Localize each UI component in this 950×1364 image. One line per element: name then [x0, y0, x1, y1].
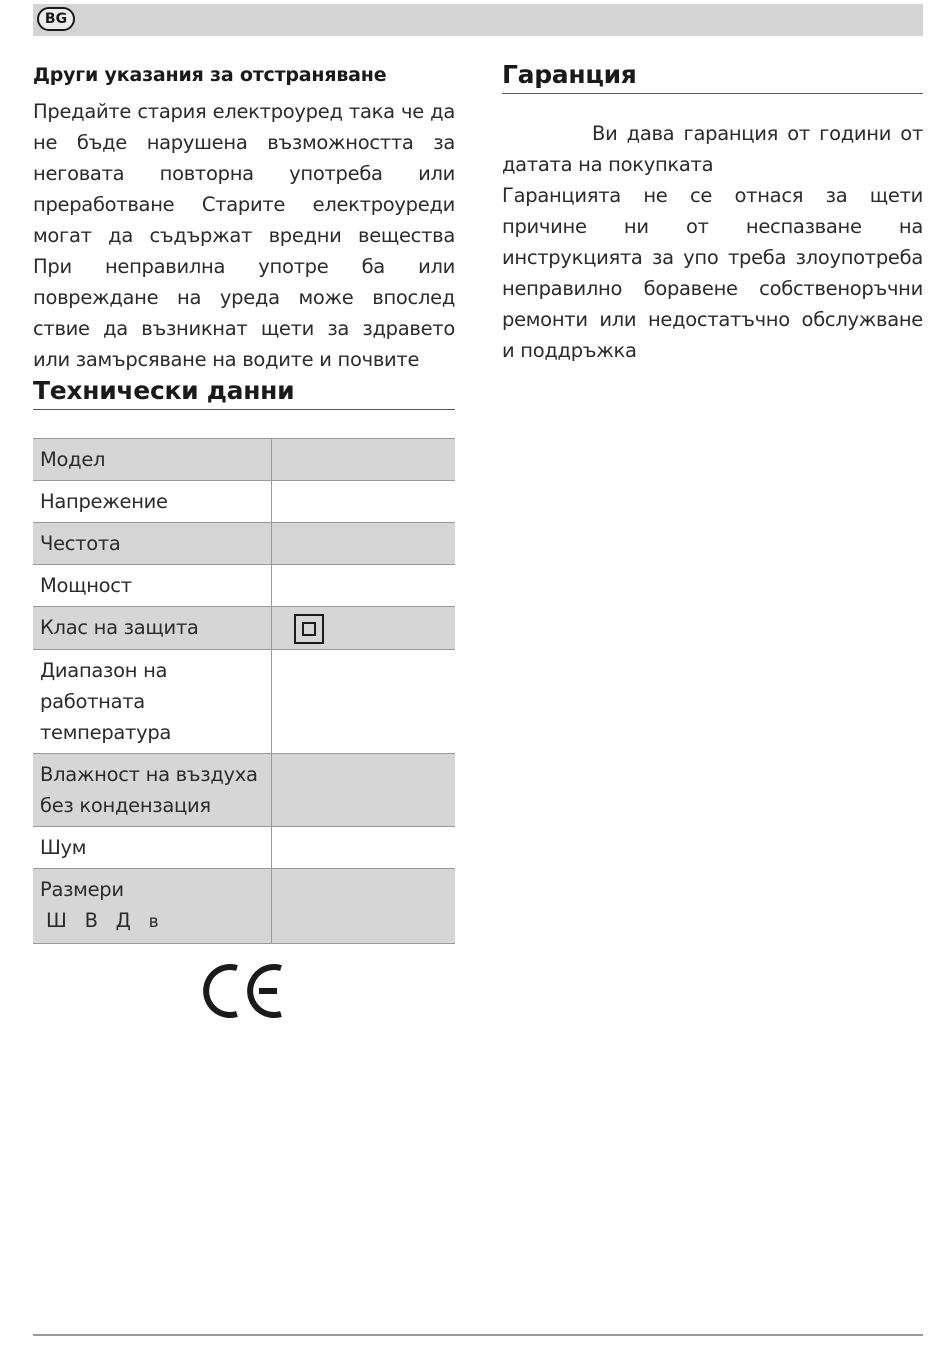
disposal-title: Други указания за отстраняване	[33, 64, 387, 86]
row-label: Мощност	[33, 565, 272, 607]
row-value	[272, 565, 456, 607]
row-label: Шум	[33, 826, 272, 868]
row-value	[272, 649, 456, 753]
table-row	[33, 439, 455, 481]
table-row	[33, 753, 455, 826]
double-insulation-icon	[294, 614, 324, 644]
row-label: Напрежение	[33, 481, 272, 523]
row-label: Влажност на въздуха без кондензация	[33, 753, 272, 826]
disposal-section	[33, 60, 455, 375]
warranty-title: Гаранция	[502, 60, 923, 94]
row-label: Диапазон на работната температура	[33, 649, 272, 753]
tech-data-title: Технически данни	[33, 376, 455, 410]
row-value	[272, 826, 456, 868]
row-label: Клас на защита	[33, 607, 272, 650]
dim-unit: в	[148, 911, 159, 932]
dim-width: Ш	[46, 908, 67, 932]
header-bar	[33, 4, 923, 36]
table-row	[33, 649, 455, 753]
dim-height: В	[84, 908, 98, 932]
dim-depth: Д	[115, 908, 131, 932]
row-label: Честота	[33, 523, 272, 565]
table-row	[33, 607, 455, 650]
table-row	[33, 868, 455, 943]
row-label	[33, 868, 272, 943]
row-value	[272, 868, 456, 943]
dimensions-label: Размери	[40, 877, 124, 901]
row-value	[272, 481, 456, 523]
disposal-text: Предайте стария електроуред така че да не бъде нарушена възможността за неговата повторна употреба или преработване Старите електроуреди могат да съдържат вредни вещества При неправилна употре ба или повреждане на уреда може впослед ствие да възникнат щети за здравето или замърсяване на водите и почвите	[33, 100, 455, 371]
ce-mark-icon	[203, 962, 285, 1020]
warranty-section	[502, 60, 923, 366]
row-label: Модел	[33, 439, 272, 481]
dimensions-units	[40, 905, 264, 938]
tech-data-table	[33, 438, 455, 944]
table-row	[33, 826, 455, 868]
table-row	[33, 565, 455, 607]
language-badge: BG	[37, 7, 75, 31]
table-row	[33, 481, 455, 523]
warranty-text-2: Гаранцията не се отнася за щети причине ни от неспазване на инструкцията за упо треба злоупотреба неправилно боравене собственоръчни ремонти или недостатъчно обслужване и поддръжка	[502, 184, 923, 362]
row-value	[272, 439, 456, 481]
row-value	[272, 753, 456, 826]
row-value	[272, 607, 456, 650]
table-row	[33, 523, 455, 565]
warranty-text-1: Ви дава гаранция от години от датата на покупката	[502, 122, 923, 176]
row-value	[272, 523, 456, 565]
footer-divider	[33, 1334, 923, 1336]
